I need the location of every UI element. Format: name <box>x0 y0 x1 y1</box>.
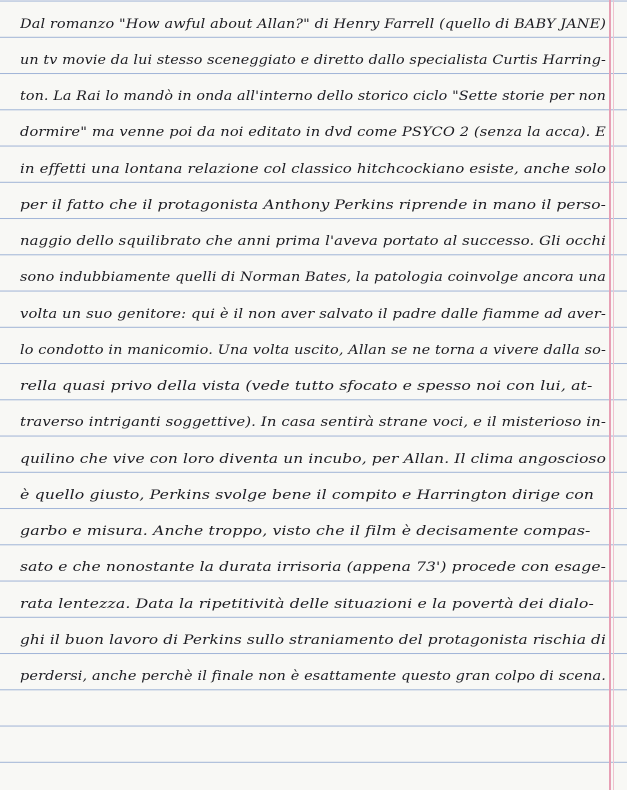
text-line-8 <box>20 254 606 290</box>
text-line-4 <box>20 109 606 145</box>
text-line-17 <box>20 580 606 616</box>
text-line-15 <box>20 508 606 544</box>
text-line-content: volta un suo genitore: qui è il non aver salvato il padre dalle fiamme ad aver- <box>20 305 606 321</box>
text-line-content: un tv movie da lui stesso sceneggiato e diretto dallo specialista Curtis Harring- <box>20 51 606 67</box>
text-line-7 <box>20 218 606 254</box>
text-line-13 <box>20 435 606 471</box>
text-line-12 <box>20 399 606 435</box>
text-line-content: traverso intriganti soggettive). In casa sentirà strane voci, e il misterioso in- <box>20 414 606 430</box>
text-line-2 <box>20 36 606 72</box>
text-line-18 <box>20 616 606 652</box>
text-line-content: Dal romanzo "How awful about Allan?" di Henry Farrell (quello di BABY JANE) <box>20 15 606 31</box>
text-line-content: rella quasi privo della vista (vede tutto sfocato e spesso noi con lui, at- <box>20 378 593 394</box>
text-line-content: ghi il buon lavoro di Perkins sullo straniamento del protagonista rischia di <box>20 631 606 647</box>
text-line-14 <box>20 471 606 507</box>
text-line-10 <box>20 326 606 362</box>
text-line-content: garbo e misura. Anche troppo, visto che il film è decisamente compas- <box>20 523 591 539</box>
text-line-content: sato e che nonostante la durata irrisoria (appena 73') procede con esage- <box>20 559 606 575</box>
text-line-content: naggio dello squilibrato che anni prima l'aveva portato al successo. Gli occhi <box>20 233 606 249</box>
text-line-content: sono indubbiamente quelli di Norman Bates, la patologia coinvolge ancora una <box>20 269 606 285</box>
text-line-1 <box>20 0 606 36</box>
margin-line <box>609 0 611 790</box>
text-line-content: dormire" ma venne poi da noi editato in dvd come PSYCO 2 (senza la acca). E <box>20 124 606 140</box>
text-line-3 <box>20 73 606 109</box>
text-line-content: ton. La Rai lo mandò in onda all'interno dello storico ciclo "Sette storie per non <box>20 88 606 104</box>
text-line-content: quilino che vive con loro diventa un incubo, per Allan. Il clima angoscioso <box>20 450 606 466</box>
text-line-11 <box>20 363 606 399</box>
text-line-16 <box>20 544 606 580</box>
text-line-content: lo condotto in manicomio. Una volta uscito, Allan se ne torna a vivere dalla so- <box>20 341 606 357</box>
text-line-9 <box>20 290 606 326</box>
handwritten-text <box>20 0 606 689</box>
text-line-content: è quello giusto, Perkins svolge bene il compito e Harrington dirige con <box>20 486 595 502</box>
text-line-content: per il fatto che il protagonista Anthony Perkins riprende in mano il perso- <box>20 196 606 212</box>
text-line-content: rata lentezza. Data la ripetitività delle situazioni e la povertà dei dialo- <box>20 595 594 611</box>
text-line-19 <box>20 653 606 689</box>
margin-line-secondary <box>613 0 614 790</box>
text-line-6 <box>20 181 606 217</box>
text-line-5 <box>20 145 606 181</box>
text-line-content: in effetti una lontana relazione col classico hitchcockiano esiste, anche solo <box>20 160 606 176</box>
text-line-content: perdersi, anche perchè il finale non è esattamente questo gran colpo di scena. <box>20 668 606 684</box>
